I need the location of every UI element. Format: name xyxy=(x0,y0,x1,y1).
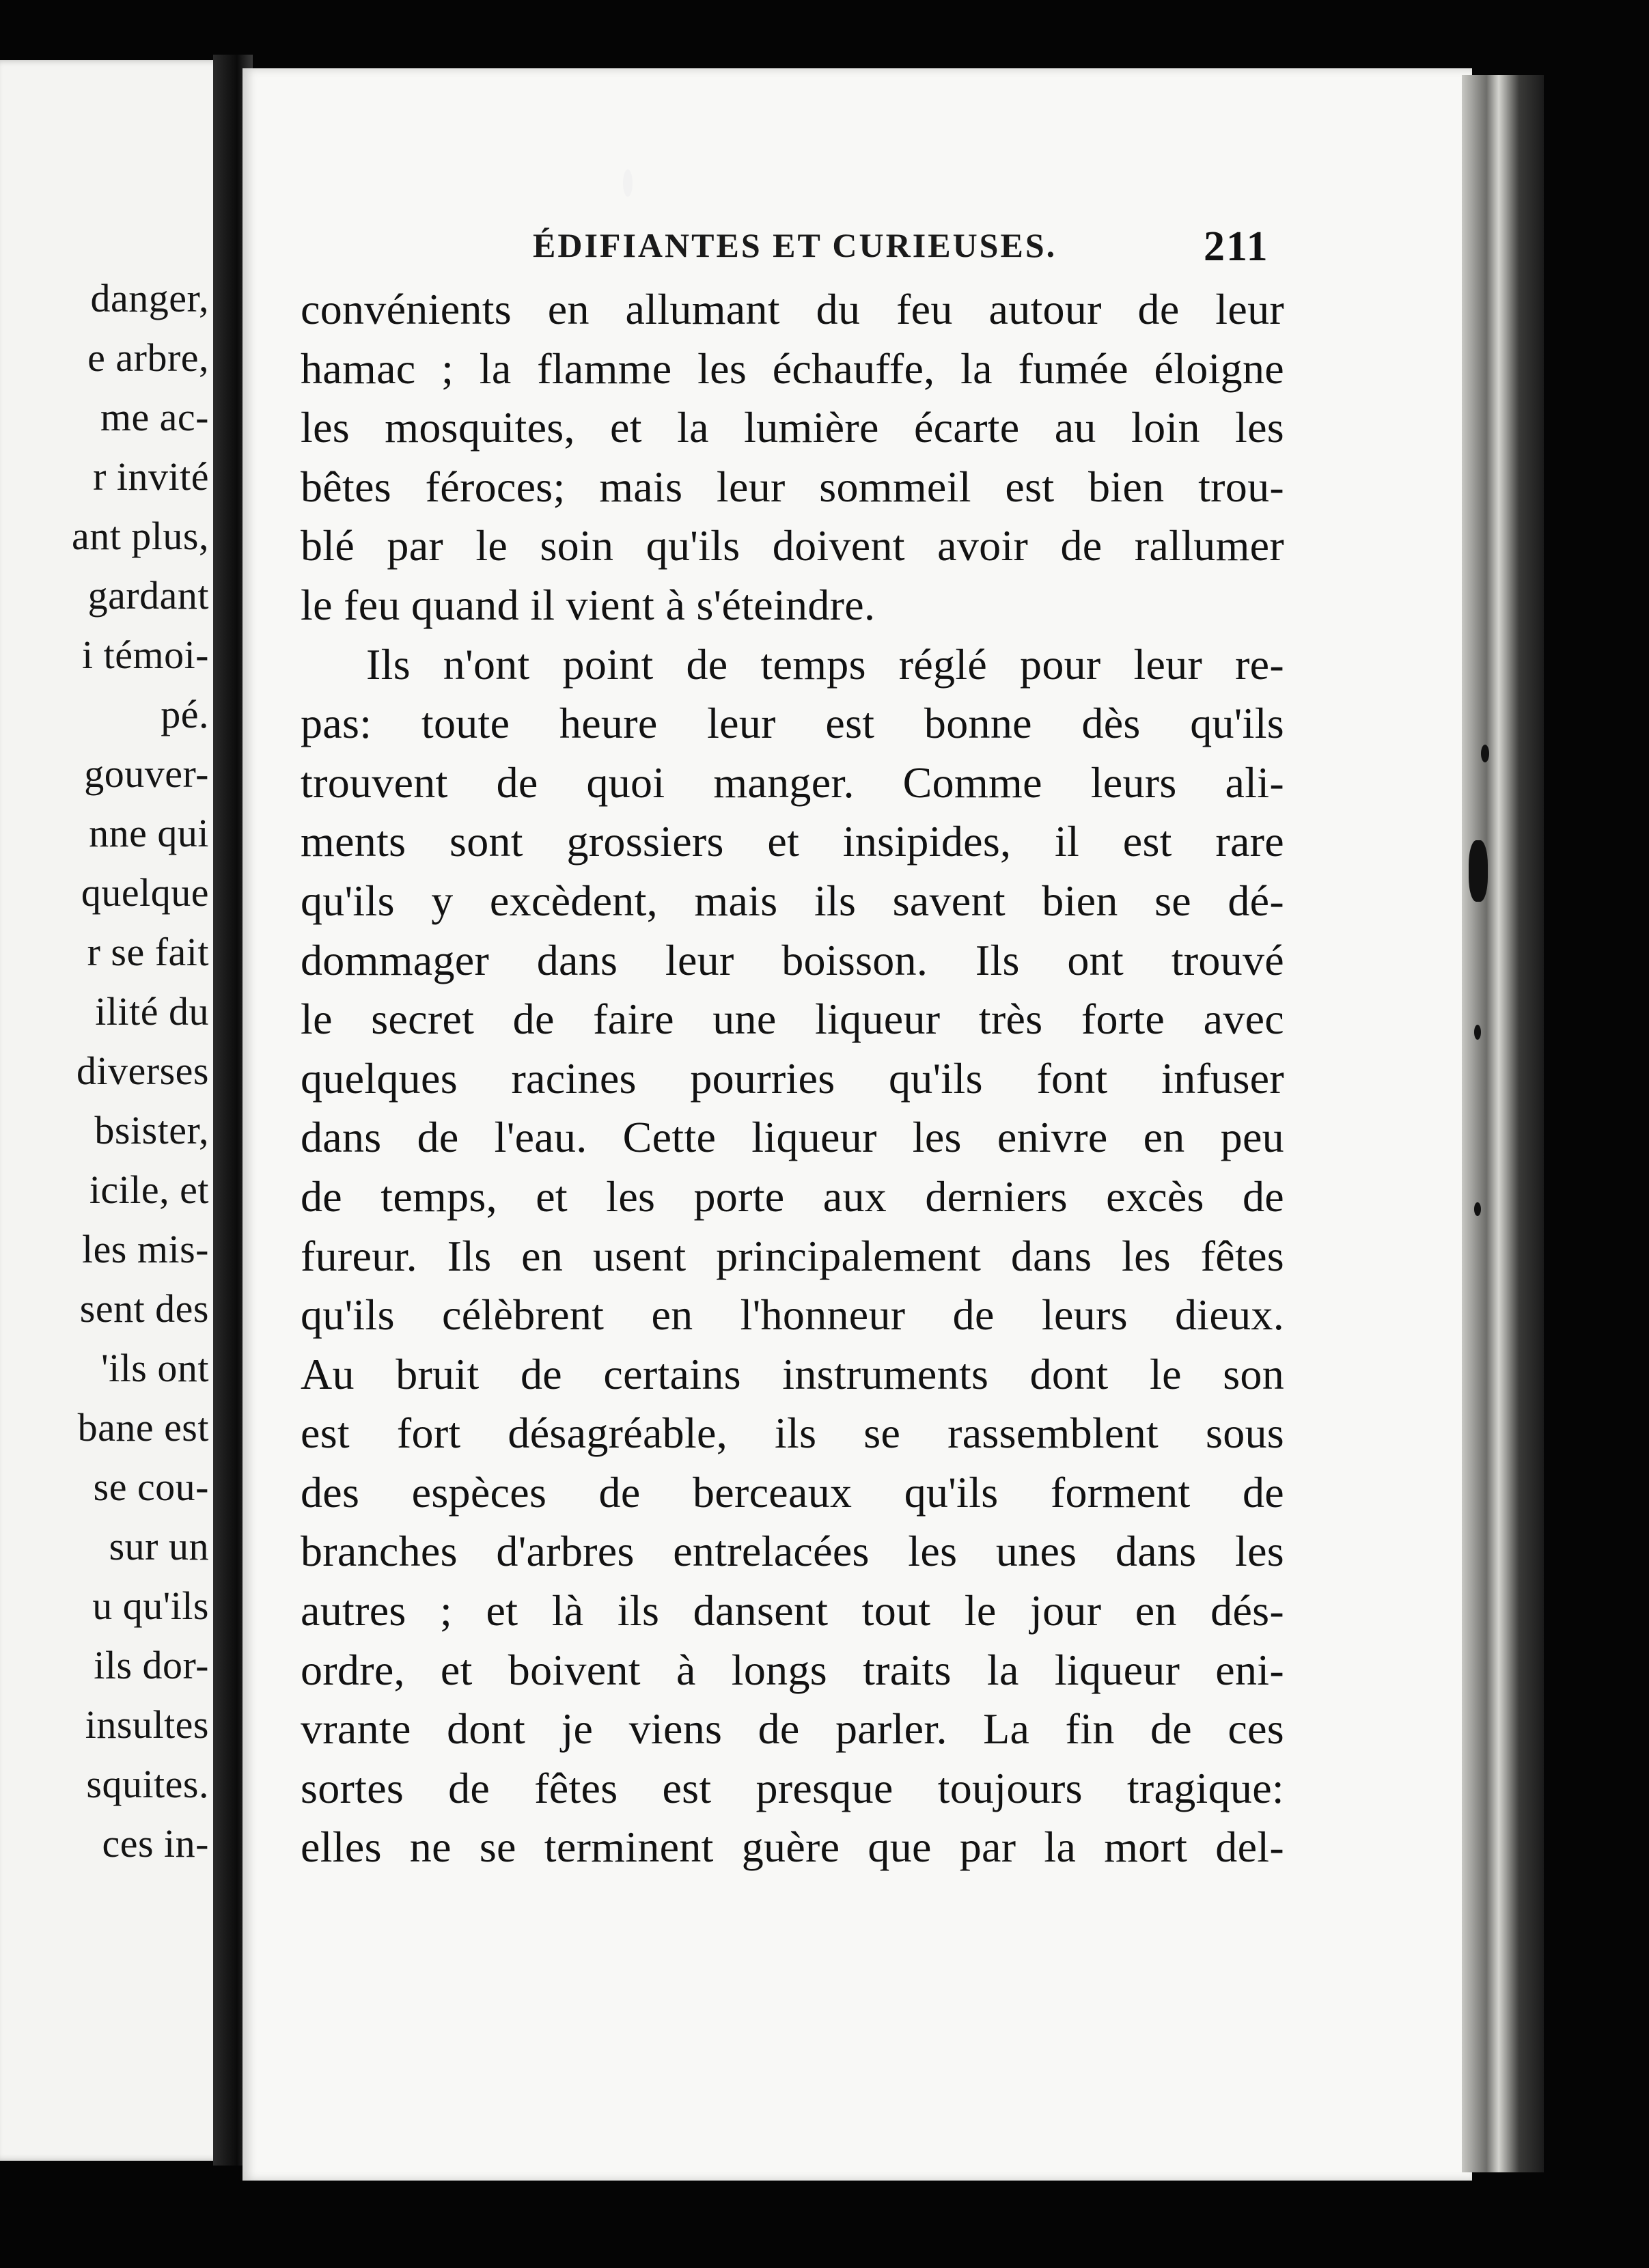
text-line: le secret de faire une liqueur très forte avec xyxy=(301,995,1284,1044)
left-page-line: r invité xyxy=(93,454,209,499)
left-page-line: sur un xyxy=(109,1524,209,1568)
page-edge-shadow xyxy=(1462,75,1544,2172)
left-page-line: 'ils ont xyxy=(101,1346,209,1390)
text-line: de temps, et les porte aux derniers excès de xyxy=(301,1172,1284,1221)
text-line: les mosquites, et la lumière écarte au loin les xyxy=(301,403,1284,452)
text-line: pas: toute heure leur est bonne dès qu'ils xyxy=(301,699,1284,748)
left-page-line: les mis- xyxy=(81,1227,209,1271)
text-line: le feu quand il vient à s'éteindre. xyxy=(301,580,876,629)
text-line: vrante dont je viens de parler. La fin de ces xyxy=(301,1704,1284,1754)
left-page-line: squites. xyxy=(86,1762,209,1806)
text-line: ments sont grossiers et insipides, il est rare xyxy=(301,817,1284,866)
left-page-line: u qu'ils xyxy=(92,1584,209,1628)
left-page-line: danger, xyxy=(90,276,209,320)
text-line: convénients en allumant du feu autour de leur xyxy=(301,285,1284,333)
left-page-line: gouver- xyxy=(84,751,209,796)
text-line: blé par le soin qu'ils doivent avoir de rallumer xyxy=(301,521,1284,570)
scan-speck xyxy=(1469,840,1488,902)
left-page-line: nne qui xyxy=(89,811,209,855)
left-page-line: icile, et xyxy=(89,1167,209,1212)
scan-speck xyxy=(1481,745,1489,762)
left-page-line: quelque xyxy=(81,870,209,915)
text-line: bêtes féroces; mais leur sommeil est bien trou- xyxy=(301,462,1284,511)
left-page-line: i témoi- xyxy=(81,633,209,677)
left-page-line: insultes xyxy=(85,1702,209,1747)
left-page-line: gardant xyxy=(87,573,209,618)
left-page-line: diverses xyxy=(76,1049,209,1093)
text-line: des espèces de berceaux qu'ils forment de xyxy=(301,1467,1284,1517)
left-page-line: ilité du xyxy=(95,989,209,1034)
text-line: branches d'arbres entrelacées les unes dans les xyxy=(301,1527,1284,1576)
left-page-line: bane est xyxy=(77,1405,209,1450)
text-line: qu'ils célèbrent en l'honneur de leurs dieux. xyxy=(301,1290,1284,1340)
left-page-line: me ac- xyxy=(100,395,209,439)
running-head: ÉDIFIANTES ET CURIEUSES. xyxy=(533,226,1057,264)
scan-speck xyxy=(1474,1025,1481,1040)
text-line: elles ne se terminent guère que par la mort del- xyxy=(301,1823,1284,1872)
text-line: fureur. Ils en usent principalement dans les fêtes xyxy=(301,1231,1284,1280)
left-page-line: r se fait xyxy=(87,930,209,974)
text-line: dans de l'eau. Cette liqueur les enivre en peu xyxy=(301,1113,1284,1162)
left-page-line: sent des xyxy=(79,1286,209,1331)
left-page-line: ils dor- xyxy=(94,1643,209,1687)
text-line: hamac ; la flamme les échauffe, la fumée éloigne xyxy=(301,344,1284,393)
body-text xyxy=(301,280,1284,1877)
text-line: dommager dans leur boisson. Ils ont trouvé xyxy=(301,935,1284,984)
text-line: qu'ils y excèdent, mais ils savent bien se dé- xyxy=(301,876,1284,925)
text-line: ordre, et boivent à longs traits la liqueur eni- xyxy=(301,1645,1284,1694)
left-page-line: bsister, xyxy=(94,1108,209,1152)
left-page-line: pé. xyxy=(161,692,209,736)
text-line: est fort désagréable, ils se rassemblent sous xyxy=(301,1409,1284,1458)
page-number: 211 xyxy=(1204,223,1269,270)
text-line: Ils n'ont point de temps réglé pour leur re- xyxy=(366,639,1284,689)
text-line: quelques racines pourries qu'ils font infuser xyxy=(301,1053,1284,1103)
text-line: trouvent de quoi manger. Comme leurs ali- xyxy=(301,758,1284,807)
left-page-line: se cou- xyxy=(93,1465,209,1509)
left-page-line: e arbre, xyxy=(87,335,209,380)
scan-speck xyxy=(1474,1202,1481,1216)
text-line: sortes de fêtes est presque toujours tragique: xyxy=(301,1763,1284,1812)
left-page-line: ces in- xyxy=(102,1821,209,1866)
scan-speck xyxy=(623,169,633,197)
text-line: autres ; et là ils dansent tout le jour en dés- xyxy=(301,1586,1284,1635)
text-line: Au bruit de certains instruments dont le son xyxy=(301,1349,1284,1398)
left-facing-page xyxy=(0,60,232,2161)
left-page-line: ant plus, xyxy=(71,514,209,558)
